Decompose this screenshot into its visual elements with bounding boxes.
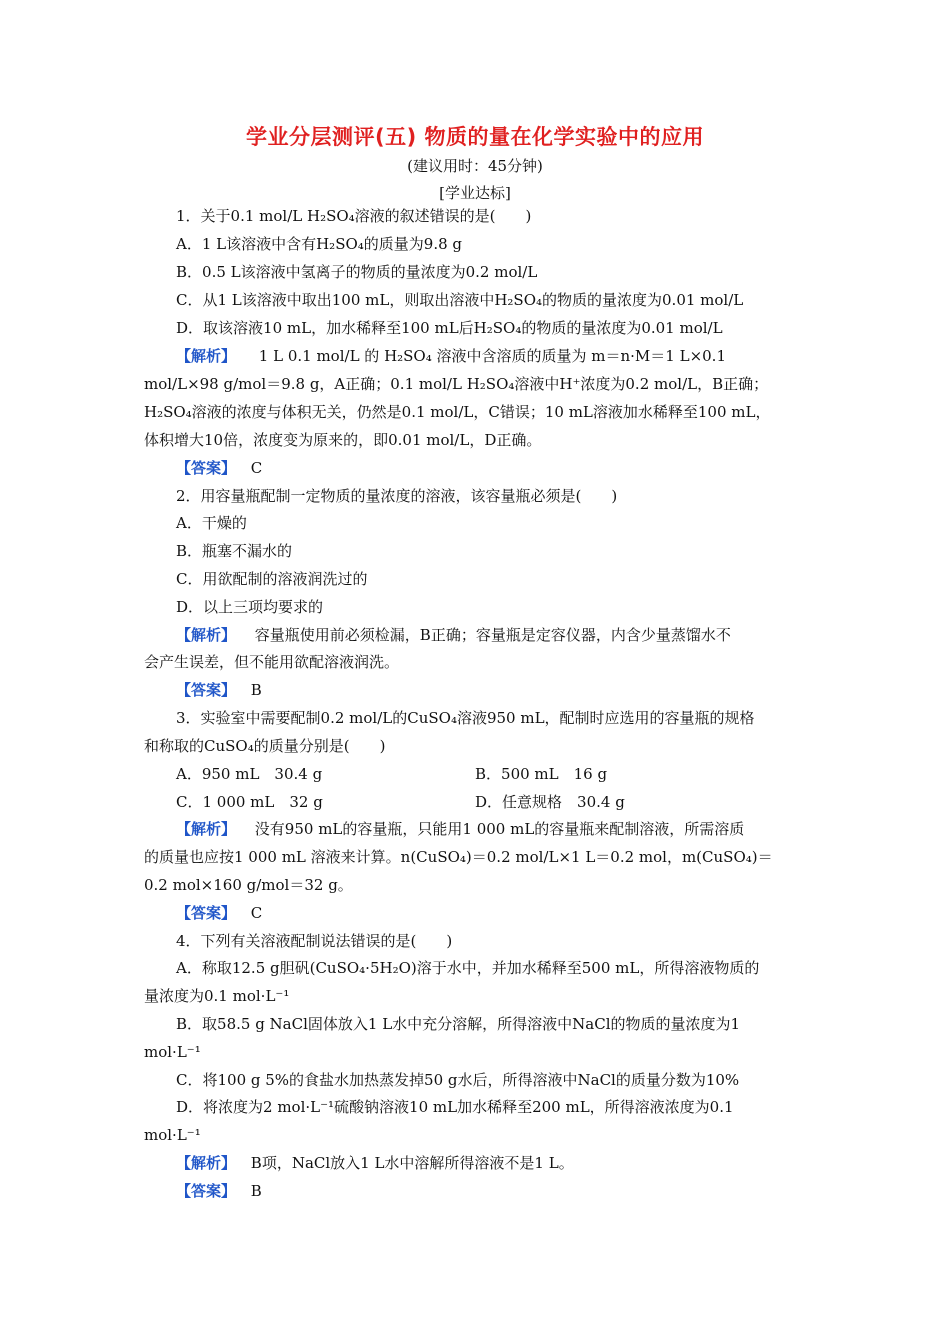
q2-analysis-text-1: 容量瓶使用前必须检漏，B正确；容量瓶是定容仪器，内含少量蒸馏水不	[254, 626, 731, 644]
q2-answer-label: 【答案】	[176, 681, 237, 699]
q3-analysis-text-2: 的质量也应按1 000 mL 溶液来计算。n(CuSO₄)＝0.2 mol/L×1 L＝0.2 mol，m(CuSO₄)＝	[144, 848, 773, 866]
q1-stem: 1．关于0.1 mol/L H₂SO₄溶液的叙述错误的是( )	[176, 207, 532, 225]
q2-answer: B	[250, 681, 262, 699]
q1-analysis-text-3: H₂SO₄溶液的浓度与体积无关，仍然是0.1 mol/L，C错误；10 mL溶液加水稀释至100 mL，	[144, 403, 771, 421]
q1-analysis-text-4: 体积增大10倍，浓度变为原来的，即0.01 mol/L，D正确。	[144, 431, 542, 449]
q4-option-a-1: A．称取12.5 g胆矾(CuSO₄·5H₂O)溶于水中，并加水稀释至500 mL，所得溶液物质的	[176, 959, 760, 977]
q4-option-d-2: mol·L⁻¹	[144, 1126, 201, 1144]
q4-option-b-2: mol·L⁻¹	[144, 1043, 201, 1061]
q3-stem-2: 和称取的CuSO₄的质量分别是( )	[144, 737, 386, 755]
q3-answer-label: 【答案】	[176, 904, 237, 922]
q4-stem: 4．下列有关溶液配制说法错误的是( )	[176, 932, 453, 950]
q1-option-a: A．1 L该溶液中含有H₂SO₄的质量为9.8 g	[176, 235, 463, 253]
q3-option-d: D．任意规格 30.4 g	[475, 793, 625, 811]
q1-answer: C	[250, 459, 263, 477]
q3-option-a: A．950 mL 30.4 g	[176, 765, 323, 783]
q1-analysis-text-1: 1 L 0.1 mol/L 的 H₂SO₄ 溶液中含溶质的质量为 m＝n·M＝1 L×0.1	[258, 347, 726, 365]
q4-option-a-2: 量浓度为0.1 mol·L⁻¹	[144, 987, 290, 1005]
q4-analysis-label: 【解析】	[176, 1154, 237, 1172]
q3-answer-line	[144, 903, 808, 923]
q4-analysis-line	[144, 1153, 808, 1173]
q2-analysis-text-2: 会产生误差，但不能用欲配溶液润洗。	[144, 653, 400, 671]
q1-answer-label: 【答案】	[176, 459, 237, 477]
page-title: 学业分层测评(五) 物质的量在化学实验中的应用	[245, 125, 704, 149]
q3-analysis-label: 【解析】	[176, 820, 237, 838]
q1-analysis-label: 【解析】	[176, 347, 237, 365]
q1-analysis-text-2: mol/L×98 g/mol＝9.8 g，A正确；0.1 mol/L H₂SO₄溶液中H⁺浓度为0.2 mol/L，B正确；	[144, 375, 769, 393]
q4-analysis-text-1: B项，NaCl放入1 L水中溶解所得溶液不是1 L。	[250, 1154, 574, 1172]
q2-analysis-label: 【解析】	[176, 626, 237, 644]
suggested-time: (建议用时：45分钟)	[407, 157, 543, 175]
q3-option-b: B．500 mL 16 g	[475, 765, 608, 783]
section-heading: [学业达标]	[439, 184, 511, 202]
q3-analysis-line	[144, 819, 808, 839]
q4-answer-line	[144, 1181, 808, 1201]
q2-analysis-line	[144, 625, 808, 645]
q1-answer-line	[144, 458, 808, 478]
q2-option-a: A．干燥的	[176, 514, 247, 532]
q1-analysis-line	[144, 346, 808, 366]
q4-answer-label: 【答案】	[176, 1182, 237, 1200]
q3-answer: C	[250, 904, 263, 922]
q4-option-c: C．将100 g 5%的食盐水加热蒸发掉50 g水后，所得溶液中NaCl的质量分数为10%	[176, 1071, 740, 1089]
q2-option-d: D．以上三项均要求的	[176, 598, 324, 616]
q3-option-c: C．1 000 mL 32 g	[176, 793, 323, 811]
q4-option-b-1: B．取58.5 g NaCl固体放入1 L水中充分溶解，所得溶液中NaCl的物质的量浓度为1	[176, 1015, 741, 1033]
q2-answer-line	[144, 680, 808, 700]
q2-option-b: B．瓶塞不漏水的	[176, 542, 293, 560]
q3-analysis-text-1: 没有950 mL的容量瓶，只能用1 000 mL的容量瓶来配制溶液，所需溶质	[254, 820, 745, 838]
q2-stem: 2．用容量瓶配制一定物质的量浓度的溶液，该容量瓶必须是( )	[176, 487, 618, 505]
q3-stem-1: 3．实验室中需要配制0.2 mol/L的CuSO₄溶液950 mL，配制时应选用的容量瓶的规格	[176, 709, 755, 727]
q1-option-b: B．0.5 L该溶液中氢离子的物质的量浓度为0.2 mol/L	[176, 263, 538, 281]
q1-option-d: D．取该溶液10 mL，加水稀释至100 mL后H₂SO₄的物质的量浓度为0.01 mol/L	[176, 319, 723, 337]
q4-option-d-1: D．将浓度为2 mol·L⁻¹硫酸钠溶液10 mL加水稀释至200 mL，所得溶液浓度为0.1	[176, 1098, 734, 1116]
q4-answer: B	[250, 1182, 262, 1200]
q1-option-c: C．从1 L该溶液中取出100 mL，则取出溶液中H₂SO₄的物质的量浓度为0.01 mol/L	[176, 291, 744, 309]
q3-analysis-text-3: 0.2 mol×160 g/mol＝32 g。	[144, 876, 353, 894]
q2-option-c: C．用欲配制的溶液润洗过的	[176, 570, 368, 588]
